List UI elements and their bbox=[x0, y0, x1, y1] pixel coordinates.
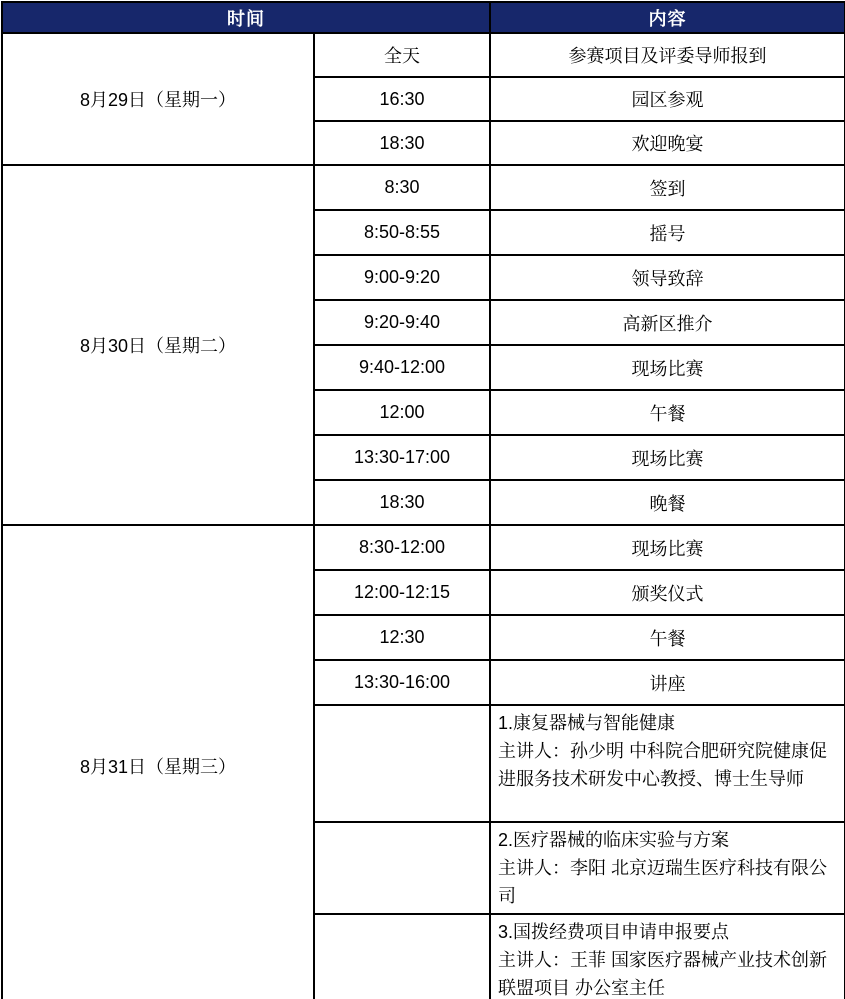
time-cell bbox=[314, 914, 490, 999]
header-row bbox=[2, 2, 845, 33]
content-cell bbox=[490, 914, 845, 999]
content-cell bbox=[490, 210, 845, 255]
header-cell-content: 内容 bbox=[490, 2, 845, 33]
schedule-body bbox=[2, 33, 845, 999]
time-cell: 16:30 bbox=[314, 77, 490, 121]
time-cell: 8:30 bbox=[314, 165, 490, 210]
table-row bbox=[2, 33, 845, 77]
content-cell bbox=[490, 77, 845, 121]
time-cell: 13:30-16:00 bbox=[314, 660, 490, 705]
time-cell: 18:30 bbox=[314, 121, 490, 165]
table-row bbox=[2, 525, 845, 570]
table-row bbox=[2, 165, 845, 210]
content-cell bbox=[490, 300, 845, 345]
content-line: 参赛项目及评委导师报到 bbox=[568, 46, 767, 66]
time-cell bbox=[314, 705, 490, 822]
time-cell: 12:00 bbox=[314, 390, 490, 435]
time-cell bbox=[314, 822, 490, 914]
content-cell bbox=[490, 390, 845, 435]
content-cell bbox=[490, 255, 845, 300]
schedule-header bbox=[2, 2, 845, 33]
content-line: 现场比赛 bbox=[631, 448, 704, 469]
content-line: 讲座 bbox=[649, 673, 686, 694]
content-cell bbox=[490, 33, 845, 77]
content-cell bbox=[490, 480, 845, 525]
content-line: 签到 bbox=[649, 178, 686, 199]
content-line: 午餐 bbox=[649, 403, 686, 424]
time-cell: 12:30 bbox=[314, 615, 490, 660]
date-cell: 8月29日（星期一） bbox=[2, 33, 314, 165]
content-line: 晚餐 bbox=[649, 493, 686, 514]
content-cell bbox=[490, 615, 845, 660]
content-cell bbox=[490, 121, 845, 165]
content-cell bbox=[490, 435, 845, 480]
content-cell bbox=[490, 822, 845, 914]
content-line: 颁奖仪式 bbox=[631, 583, 704, 604]
content-line: 现场比赛 bbox=[631, 358, 704, 379]
time-cell: 9:20-9:40 bbox=[314, 300, 490, 345]
time-cell: 12:00-12:15 bbox=[314, 570, 490, 615]
content-cell bbox=[490, 660, 845, 705]
content-line: 3.国拨经费项目申请申报要点 bbox=[498, 922, 730, 942]
content-cell bbox=[490, 525, 845, 570]
schedule-table bbox=[1, 1, 845, 999]
content-line: 园区参观 bbox=[631, 90, 704, 110]
content-line: 欢迎晚宴 bbox=[631, 134, 704, 154]
time-cell: 8:50-8:55 bbox=[314, 210, 490, 255]
content-cell bbox=[490, 705, 845, 822]
date-cell: 8月30日（星期二） bbox=[2, 165, 314, 525]
content-cell bbox=[490, 345, 845, 390]
time-cell: 全天 bbox=[314, 33, 490, 77]
time-cell: 9:40-12:00 bbox=[314, 345, 490, 390]
content-line: 高新区推介 bbox=[622, 313, 713, 334]
content-line: 1.康复器械与智能健康 bbox=[498, 713, 676, 733]
content-line: 领导致辞 bbox=[631, 268, 704, 289]
header-cell-time: 时间 bbox=[2, 2, 490, 33]
content-cell bbox=[490, 570, 845, 615]
content-line: 主讲人：李阳 北京迈瑞生医疗科技有限公司 bbox=[498, 858, 827, 906]
content-line: 午餐 bbox=[649, 628, 686, 649]
time-cell: 8:30-12:00 bbox=[314, 525, 490, 570]
time-cell: 9:00-9:20 bbox=[314, 255, 490, 300]
time-cell: 18:30 bbox=[314, 480, 490, 525]
content-line: 2.医疗器械的临床实验与方案 bbox=[498, 830, 730, 850]
date-cell: 8月31日（星期三） bbox=[2, 525, 314, 999]
content-line: 主讲人：王菲 国家医疗器械产业技术创新联盟项目 办公室主任 bbox=[498, 950, 827, 998]
time-cell: 13:30-17:00 bbox=[314, 435, 490, 480]
content-line: 摇号 bbox=[649, 223, 686, 244]
content-line: 现场比赛 bbox=[631, 538, 704, 559]
content-cell bbox=[490, 165, 845, 210]
content-line: 主讲人：孙少明 中科院合肥研究院健康促进服务技术研发中心教授、博士生导师 bbox=[498, 741, 827, 789]
